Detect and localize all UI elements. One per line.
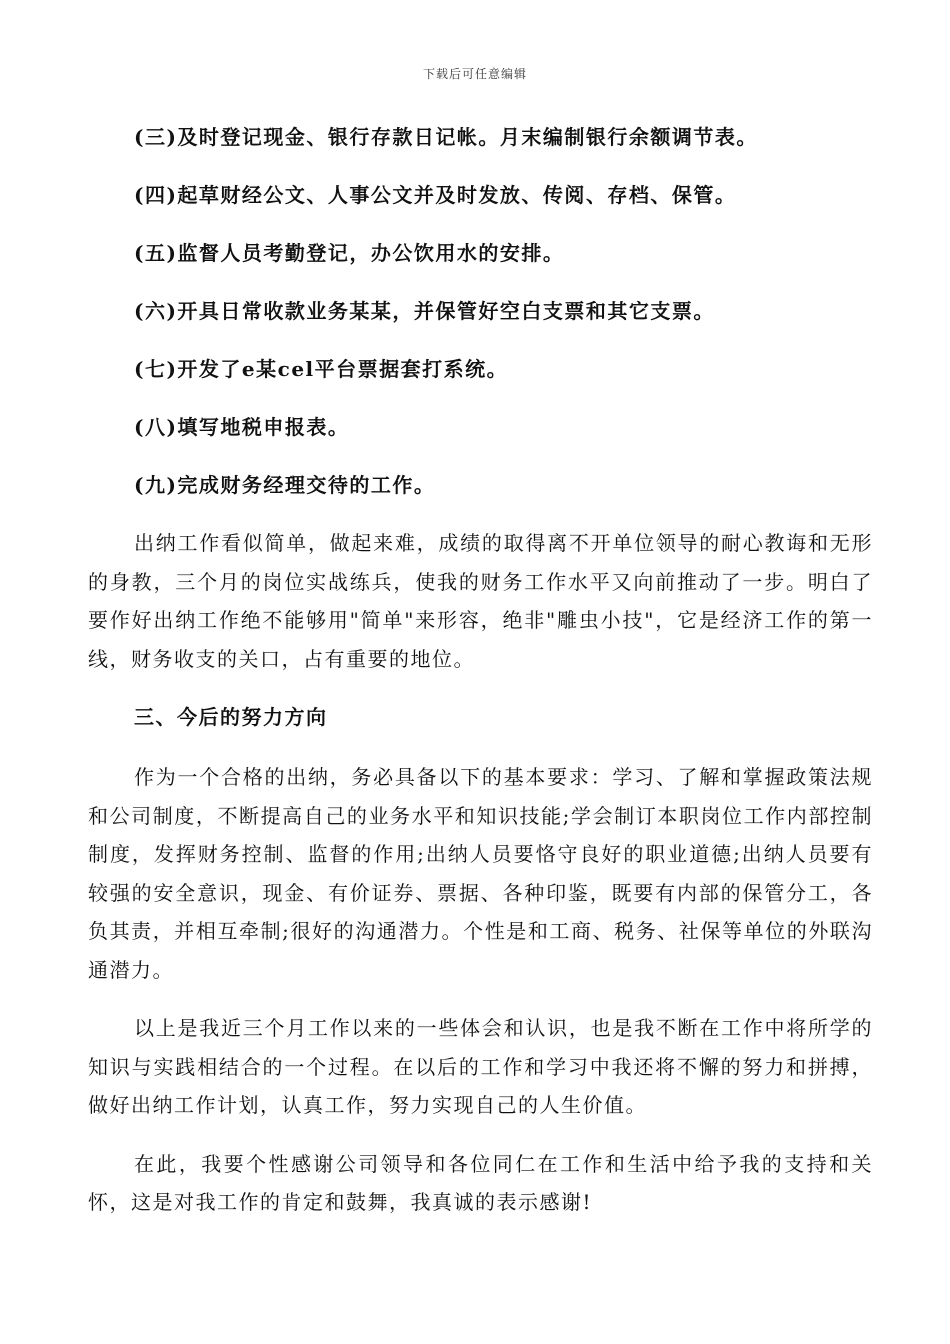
reflection-paragraph: 以上是我近三个月工作以来的一些体会和认识，也是我不断在工作中将所学的知识与实践相结合的一个过程。在以后的工作和学习中我还将不懈的努力和拼搏，做好出纳工作计划，认真工作，努力实现自己的人生价值。 <box>88 1016 873 1117</box>
duty-item-5: (五)监督人员考勤登记，办公饮用水的安排。 <box>134 241 565 265</box>
section-heading: 三、今后的努力方向 <box>134 705 328 729</box>
document-body <box>88 118 873 1242</box>
thanks-paragraph: 在此，我要个性感谢公司领导和各位同仁在工作和生活中给予我的支持和关怀，这是对我工作的肯定和鼓舞，我真诚的表示感谢! <box>88 1151 873 1214</box>
duty-item-9: (九)完成财务经理交待的工作。 <box>134 473 436 497</box>
duty-item-8: (八)填写地税申报表。 <box>134 415 350 439</box>
header-note: 下载后可任意编辑 <box>422 67 527 81</box>
duty-item-7: (七)开发了e某cel平台票据套打系统。 <box>134 357 509 381</box>
requirements-paragraph: 作为一个合格的出纳，务必具备以下的基本要求：学习、了解和掌握政策法规和公司制度，不断提高自己的业务水平和知识技能;学会制订本职岗位工作内部控制制度，发挥财务控制、监督的作用;出纳人员要恪守良好的职业道德;出纳人员要有较强的安全意识，现金、有价证券、票据、各种印鉴，既要有内部的保管分工，各负其责，并相互牵制;很好的沟通潜力。个性是和工商、税务、社保等单位的外联沟通潜力。 <box>88 765 873 982</box>
duty-item-4: (四)起草财经公文、人事公文并及时发放、传阅、存档、保管。 <box>134 183 737 207</box>
duty-item-3: (三)及时登记现金、银行存款日记帐。月末编制银行余额调节表。 <box>134 125 758 149</box>
duty-item-6: (六)开具日常收款业务某某，并保管好空白支票和其它支票。 <box>134 299 715 323</box>
summary-paragraph: 出纳工作看似简单，做起来难，成绩的取得离不开单位领导的耐心教诲和无形的身教，三个月的岗位实战练兵，使我的财务工作水平又向前推动了一步。明白了要作好出纳工作绝不能够用"简单"来形容，绝非"雕虫小技"，它是经济工作的第一线，财务收支的关口，占有重要的地位。 <box>88 531 873 671</box>
